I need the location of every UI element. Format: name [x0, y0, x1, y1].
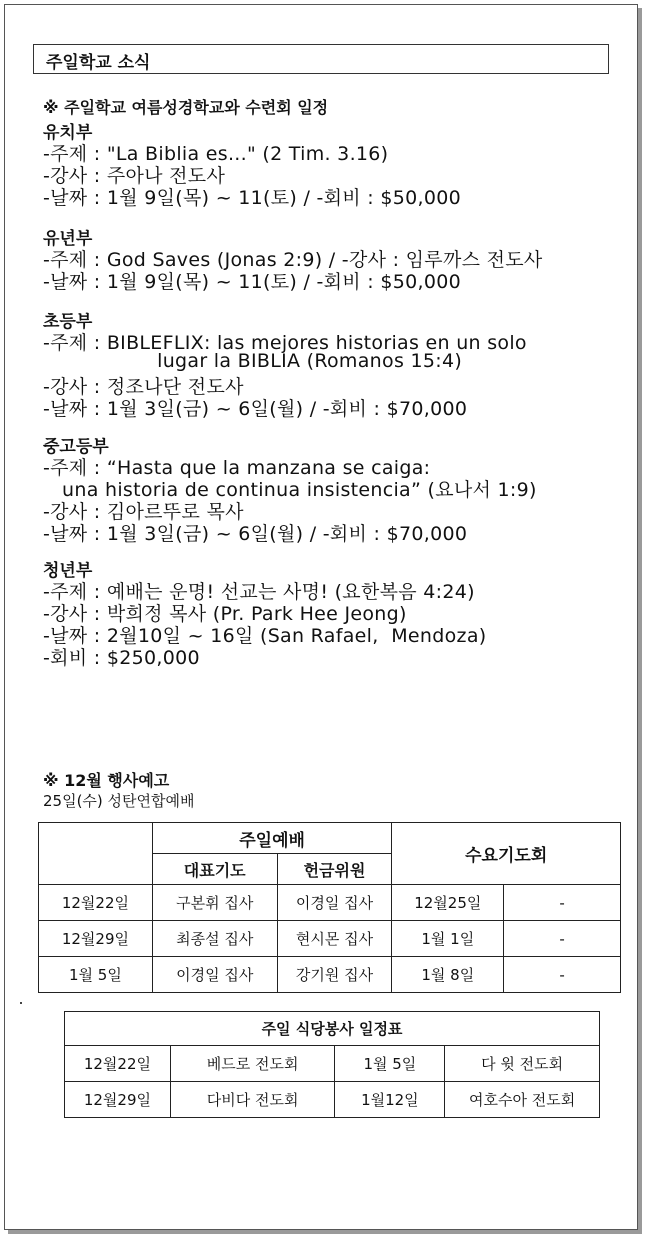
group-line: -날짜 : 1월 9일(목) ~ 11(토) / -회비 : $50,000 — [43, 271, 461, 293]
date-cell: 1월 5일 — [335, 1046, 445, 1082]
wednesday-value-cell: - — [504, 921, 621, 957]
kitchen-service-table — [64, 1011, 600, 1118]
table-row — [39, 957, 621, 993]
section-title: 주일학교 소식 — [46, 53, 151, 73]
group-name-primary: 유년부 — [43, 229, 93, 249]
stray-dot — [20, 1002, 22, 1004]
prayer-cell: 이경일 집사 — [152, 957, 277, 993]
group-line: -주제 : 예배는 운명! 선교는 사명! (요한복음 4:24) — [43, 581, 475, 603]
offering-cell: 현시몬 집사 — [277, 921, 392, 957]
date-cell: 1월12일 — [335, 1082, 445, 1118]
date-cell: 12월22일 — [65, 1046, 171, 1082]
prayer-column-header: 대표기도 — [152, 854, 277, 885]
group-line: lugar la BIBLIA (Romanos 15:4) — [43, 350, 463, 372]
group-cell: 다비다 전도회 — [170, 1082, 335, 1118]
wednesday-date-cell: 1월 1일 — [392, 921, 504, 957]
group-line: -강사 : 김아르뚜로 목사 — [43, 501, 244, 523]
events-note: 25일(수) 성탄연합예배 — [43, 792, 195, 810]
group-cell: 여호수아 전도회 — [445, 1082, 600, 1118]
group-cell: 베드로 전도회 — [170, 1046, 335, 1082]
wednesday-value-cell: - — [504, 957, 621, 993]
group-line: -주제 : “Hasta que la manzana se caiga: — [43, 457, 431, 479]
table-row — [39, 921, 621, 957]
group-name-youth: 중고등부 — [43, 437, 109, 457]
kitchen-table-title: 주일 식당봉사 일정표 — [65, 1012, 600, 1046]
group-cell: 다 윗 전도회 — [445, 1046, 600, 1082]
wednesday-date-cell: 1월 8일 — [392, 957, 504, 993]
camp-heading: ※ 주일학교 여름성경학교와 수련회 일정 — [43, 98, 329, 117]
group-line: -주제 : "La Biblia es..." (2 Tim. 3.16) — [43, 143, 389, 165]
wednesday-date-cell: 12월25일 — [392, 885, 504, 921]
date-cell: 12월22일 — [39, 885, 153, 921]
group-line: -주제 : BIBLEFLIX: las mejores historias en un solo — [43, 332, 527, 354]
date-cell: 12월29일 — [39, 921, 153, 957]
group-line: -날짜 : 1월 3일(금) ~ 6일(월) / -회비 : $70,000 — [43, 398, 468, 420]
table-row — [65, 1046, 600, 1082]
worship-schedule-table — [38, 822, 621, 993]
prayer-cell: 최종설 집사 — [152, 921, 277, 957]
date-cell: 12월29일 — [65, 1082, 171, 1118]
group-line: -날짜 : 1월 9일(목) ~ 11(토) / -회비 : $50,000 — [43, 187, 461, 209]
offering-cell: 강기원 집사 — [277, 957, 392, 993]
wednesday-value-cell: - — [504, 885, 621, 921]
offering-column-header: 헌금위원 — [277, 854, 392, 885]
wednesday-prayer-header: 수요기도회 — [392, 823, 621, 885]
offering-cell: 이경일 집사 — [277, 885, 392, 921]
sunday-worship-header: 주일예배 — [152, 823, 392, 854]
group-line: -회비 : $250,000 — [43, 647, 200, 669]
section-title-box — [33, 44, 609, 74]
group-line: -강사 : 주아나 전도사 — [43, 165, 226, 187]
table-corner-cell — [39, 823, 153, 885]
group-line: -날짜 : 1월 3일(금) ~ 6일(월) / -회비 : $70,000 — [43, 523, 468, 545]
date-cell: 1월 5일 — [39, 957, 153, 993]
table-row — [39, 885, 621, 921]
group-line: una historia de continua insistencia” (요나서 1:9) — [43, 479, 537, 501]
group-name-elementary: 초등부 — [43, 312, 93, 332]
prayer-cell: 구본휘 집사 — [152, 885, 277, 921]
group-name-kindergarten: 유치부 — [43, 123, 93, 143]
group-line: -강사 : 박희정 목사 (Pr. Park Hee Jeong) — [43, 603, 407, 625]
group-line: -날짜 : 2월10일 ~ 16일 (San Rafael, Mendoza) — [43, 625, 487, 647]
table-row — [65, 1082, 600, 1118]
group-line: -주제 : God Saves (Jonas 2:9) / -강사 : 임루까스 전도사 — [43, 249, 543, 271]
group-line: -강사 : 정조나단 전도사 — [43, 376, 244, 398]
group-name-young-adult: 청년부 — [43, 561, 93, 581]
events-heading: ※ 12월 행사예고 — [43, 771, 170, 790]
